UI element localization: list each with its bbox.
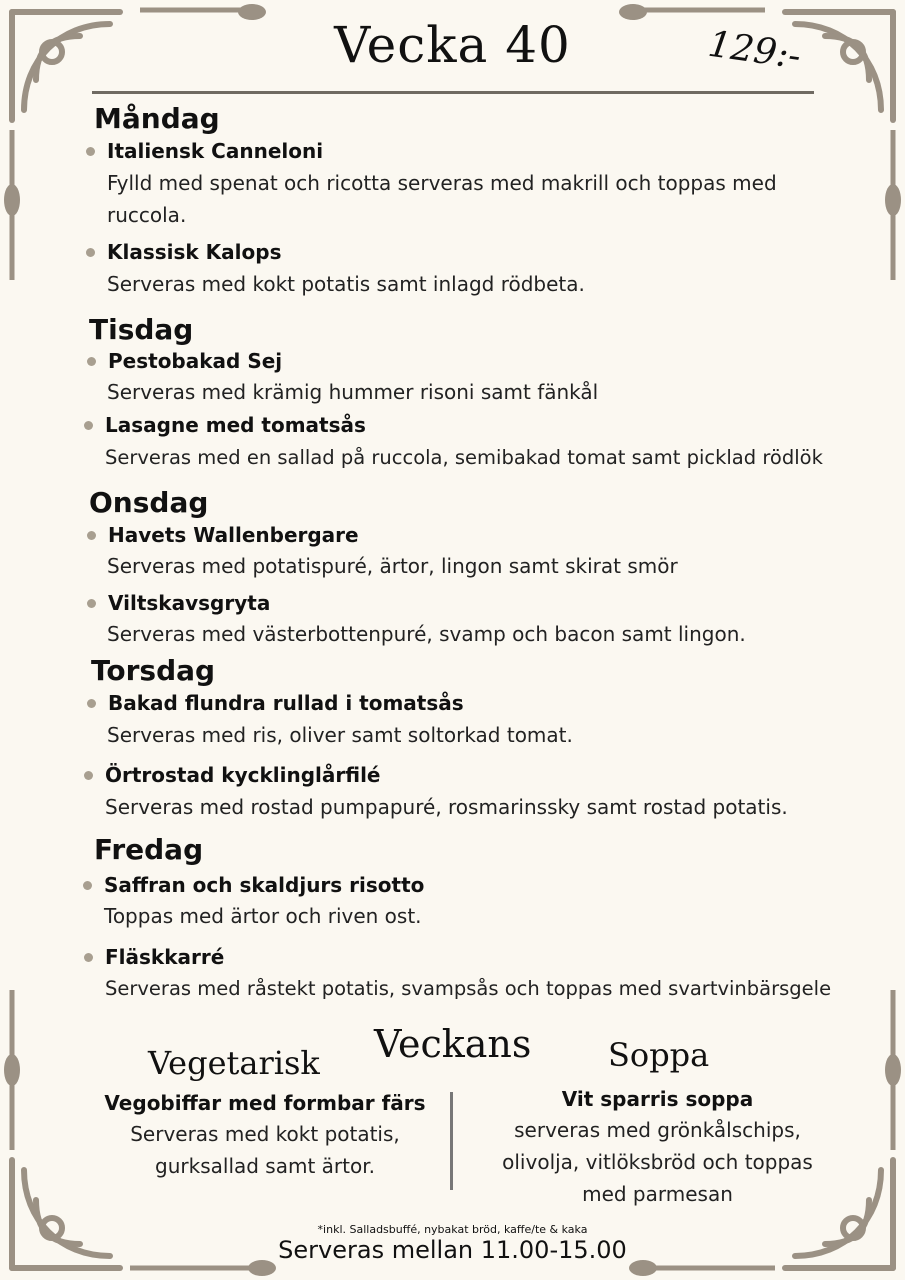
- side-ornament-right-bottom: [875, 990, 905, 1150]
- soup-desc-line: olivolja, vitlöksbröd och toppas: [502, 1150, 813, 1174]
- dish-name: Fläskkarré: [105, 945, 224, 969]
- dish-name: Italiensk Canneloni: [107, 139, 323, 163]
- day-heading-monday: Måndag: [94, 102, 220, 135]
- bullet-dot: [86, 147, 95, 156]
- bullet-dot: [86, 248, 95, 257]
- bullet-dot: [84, 953, 93, 962]
- dish-description: Fylld med spenat och ricotta serveras med makrill och toppas med ruccola.: [107, 171, 777, 227]
- footer-note: *inkl. Salladsbuffé, nybakat bröd, kaffe/te & kaka: [317, 1223, 588, 1236]
- bullet-dot: [84, 421, 93, 430]
- soup-desc-line: serveras med grönkålschips,: [514, 1118, 801, 1142]
- header-divider: [92, 91, 814, 94]
- soup-heading: Soppa: [608, 1036, 710, 1074]
- day-heading-friday: Fredag: [94, 833, 204, 866]
- bullet-dot: [83, 881, 92, 890]
- side-ornament-left-top: [0, 130, 30, 290]
- day-heading-thursday: Torsdag: [91, 654, 216, 687]
- vegetarian-desc-line: gurksallad samt ärtor.: [155, 1154, 375, 1178]
- dish-name: Viltskavsgryta: [108, 591, 270, 615]
- soup-dish-name: Vit sparris soppa: [561, 1087, 754, 1111]
- dish-name: Lasagne med tomatsås: [105, 413, 366, 437]
- bullet-dot: [87, 531, 96, 540]
- dish-description: Serveras med västerbottenpuré, svamp och bacon samt lingon.: [107, 622, 746, 646]
- weekly-heading: Veckans: [374, 1022, 532, 1066]
- dish-description: Serveras med ris, oliver samt soltorkad tomat.: [107, 723, 573, 747]
- side-ornament-right-top: [875, 130, 905, 290]
- dish-description: Serveras med kokt potatis samt inlagd rödbeta.: [107, 272, 585, 296]
- menu-title: Vecka 40: [334, 16, 571, 74]
- dish-name: Örtrostad kycklinglårfilé: [105, 763, 381, 787]
- vegetarian-heading: Vegetarisk: [148, 1044, 320, 1082]
- soup-section: [470, 1084, 845, 1210]
- dish-name: Saffran och skaldjurs risotto: [104, 873, 424, 897]
- dish-description: Serveras med en sallad på ruccola, semibakad tomat samt picklad rödlök: [105, 446, 823, 469]
- dish-description: Serveras med krämig hummer risoni samt fänkål: [107, 380, 599, 404]
- day-heading-wednesday: Onsdag: [89, 486, 209, 519]
- dish-name: Bakad flundra rullad i tomatsås: [108, 691, 464, 715]
- price-label: 129:-: [705, 23, 804, 78]
- bullet-dot: [87, 599, 96, 608]
- dish-description: Serveras med råstekt potatis, svampsås och toppas med svartvinbärsgele: [105, 977, 832, 1000]
- vegetarian-desc-line: Serveras med kokt potatis,: [130, 1122, 400, 1146]
- side-ornament-left-bottom: [0, 990, 30, 1150]
- dish-name: Pestobakad Sej: [108, 349, 282, 373]
- serving-hours: Serveras mellan 11.00-15.00: [278, 1236, 627, 1264]
- vegetarian-section: [60, 1088, 470, 1182]
- bullet-dot: [87, 357, 96, 366]
- soup-desc-line: med parmesan: [582, 1182, 733, 1206]
- dish-description: Toppas med ärtor och riven ost.: [104, 904, 422, 928]
- bullet-dot: [87, 699, 96, 708]
- day-heading-tuesday: Tisdag: [89, 313, 194, 346]
- vegetarian-dish-name: Vegobiffar med formbar färs: [104, 1091, 426, 1115]
- dish-description: Serveras med potatispuré, ärtor, lingon samt skirat smör: [107, 554, 678, 578]
- dish-name: Havets Wallenbergare: [108, 523, 359, 547]
- dish-description: Serveras med rostad pumpapuré, rosmarinssky samt rostad potatis.: [105, 795, 788, 819]
- column-divider: [450, 1092, 453, 1190]
- bullet-dot: [84, 771, 93, 780]
- dish-name: Klassisk Kalops: [107, 240, 282, 264]
